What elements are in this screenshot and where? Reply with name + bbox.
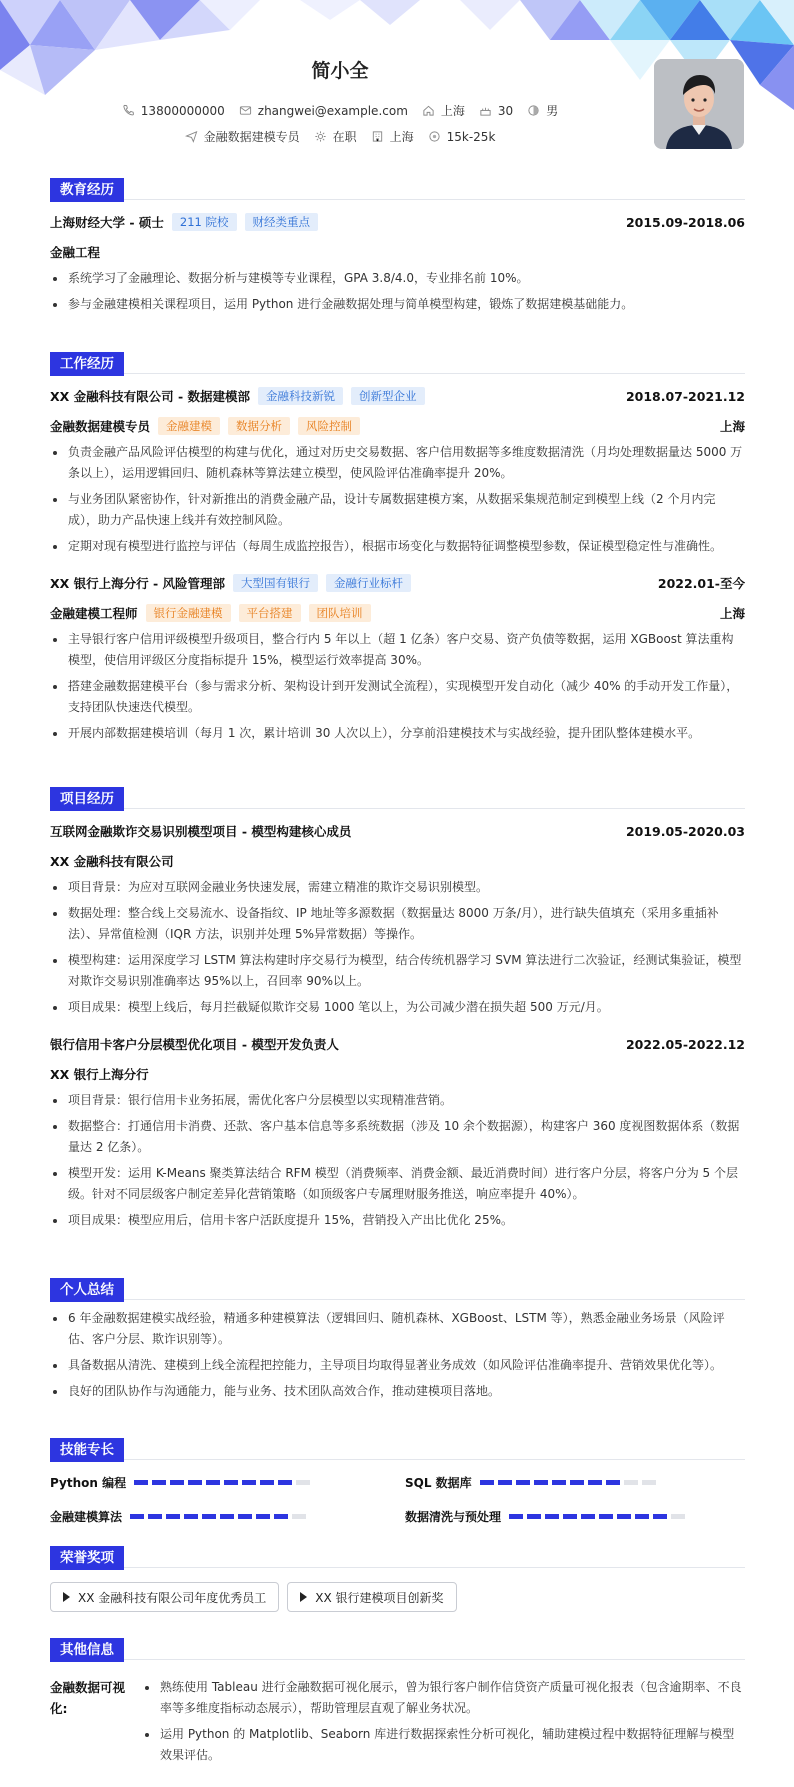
list-item: 项目成果：模型应用后，信用卡客户活跃度提升 15%，营销投入产出比优化 25%。 [50, 1210, 745, 1231]
skill-level-segment [130, 1514, 144, 1519]
project-date: 2019.05-2020.03 [625, 823, 745, 839]
section-title: 技能专长 [50, 1438, 124, 1462]
skill-level-bar [509, 1514, 685, 1519]
award-item [287, 1582, 456, 1612]
project-date: 2022.05-2022.12 [625, 1036, 745, 1052]
skill-level-segment [238, 1514, 252, 1519]
skill-level-segment [588, 1480, 602, 1485]
position-info [185, 128, 300, 145]
section-header [50, 1436, 745, 1460]
project-entry-header [50, 821, 745, 841]
skill-level-segment [256, 1514, 270, 1519]
skill-level-segment [170, 1480, 184, 1485]
list-item: 模型开发：运用 K-Means 聚类算法结合 RFM 模型（消费频率、消费金额、最近消费时间）进行客户分层，将客户分为 5 个层级。针对不同层级客户制定差异化营销策略（如顶级客户专属理财服务推送，响应率提升 40%）。 [50, 1163, 745, 1205]
gender-text: 男 [546, 104, 559, 118]
other-label: 金融数据可视化: [50, 1680, 126, 1716]
work-section [50, 350, 745, 744]
company-tag: 金融行业标杆 [326, 574, 411, 592]
section-title: 荣誉奖项 [50, 1546, 124, 1570]
list-item: 具备数据从清洗、建模到上线全流程把控能力，主导项目均取得显著业务成效（如风险评估准确率提升、营销效果优化等）。 [50, 1355, 745, 1376]
workplace-text: 上海 [389, 130, 414, 144]
list-item: 开展内部数据建模培训（每月 1 次，累计培训 30 人次以上），分享前沿建模技术与实战经验，提升团队整体建模水平。 [50, 723, 745, 744]
building-icon [371, 130, 384, 143]
awards-section [50, 1544, 745, 1612]
section-title: 工作经历 [50, 352, 124, 376]
education-section [50, 176, 745, 315]
phone-icon [122, 104, 135, 117]
list-item: 模型构建：运用深度学习 LSTM 算法构建时序交易行为模型，结合传统机器学习 SVM 算法进行二次验证，经测试集验证，模型对欺诈交易识别准确率达 95%以上，召回率 90%以上。 [50, 950, 745, 992]
skill-level-segment [188, 1480, 202, 1485]
skill-level-segment [206, 1480, 220, 1485]
skills-grid [50, 1473, 745, 1525]
award-name: XX 银行建模项目创新奖 [315, 1590, 444, 1605]
role-row [50, 603, 745, 623]
skill-level-segment [278, 1480, 292, 1485]
work-entry-header [50, 386, 745, 406]
skill-level-segment [148, 1514, 162, 1519]
role-title: 金融建模工程师 [50, 606, 138, 621]
skill-level-segment [292, 1514, 306, 1519]
play-icon [300, 1592, 307, 1602]
city-text: 上海 [440, 104, 465, 118]
mail-icon [239, 104, 252, 117]
awards-list [50, 1582, 745, 1612]
skill-level-segment [653, 1514, 667, 1519]
skill-level-bar [130, 1514, 306, 1519]
work-date: 2022.01-至今 [657, 576, 745, 591]
list-item: 系统学习了金融理论、数据分析与建模等专业课程，GPA 3.8/4.0，专业排名前 10%。 [50, 268, 745, 289]
job-row [0, 128, 680, 145]
skill-level-segment [498, 1480, 512, 1485]
list-item: 运用 Python 的 Matplotlib、Seaborn 库进行数据探索性分析可视化，辅助建模过程中数据特征理解与模型效果评估。 [142, 1724, 745, 1766]
work-bullets [50, 629, 745, 744]
skill-level-segment [642, 1480, 656, 1485]
skill-level-segment [570, 1480, 584, 1485]
skill-level-segment [152, 1480, 166, 1485]
company-name: XX 金融科技有限公司 - 数据建模部 [50, 389, 251, 404]
list-item: 项目成果：模型上线后，每月拦截疑似欺诈交易 1000 笔以上，为公司减少潜在损失超 500 万元/月。 [50, 997, 745, 1018]
section-header [50, 785, 745, 809]
position-text: 金融数据建模专员 [203, 130, 300, 144]
skill-level-segment [671, 1514, 685, 1519]
age-info [479, 104, 513, 118]
school-tag: 211 院校 [172, 213, 237, 231]
project-company-row [50, 851, 745, 871]
projects-section [50, 785, 745, 1231]
work-location: 上海 [719, 606, 745, 621]
school-name: 上海财经大学 - 硕士 [50, 215, 164, 230]
skill-level-segment [242, 1480, 256, 1485]
company-name: XX 银行上海分行 - 风险管理部 [50, 576, 226, 591]
gender-info [527, 102, 558, 119]
skill-level-segment [480, 1480, 494, 1485]
section-header [50, 1544, 745, 1568]
send-icon [185, 130, 198, 143]
age-text: 30 [497, 103, 514, 118]
major: 金融工程 [50, 245, 101, 260]
list-item: 数据处理：整合线上交易流水、设备指纹、IP 地址等多源数据（数据量达 8000 万条/月），进行缺失值填充（采用多重插补法）、异常值检测（IQR 方法，识别并处理 5%异常数据）等操作。 [50, 903, 745, 945]
section-title: 其他信息 [50, 1638, 124, 1662]
project-entry-header [50, 1034, 745, 1054]
salary-text: 15k-25k [446, 129, 496, 144]
summary-bullets [50, 1308, 745, 1402]
role-tag: 风险控制 [298, 417, 360, 435]
skill-level-segment [552, 1480, 566, 1485]
company-tag: 大型国有银行 [233, 574, 318, 592]
project-bullets [50, 1090, 745, 1231]
summary-section [50, 1276, 745, 1402]
section-title: 项目经历 [50, 787, 124, 811]
role-tag: 银行金融建模 [146, 604, 231, 622]
role-tag: 金融建模 [158, 417, 220, 435]
skill-level-segment [563, 1514, 577, 1519]
list-item: 搭建金融数据建模平台（参与需求分析、架构设计到开发测试全流程），实现模型开发自动化（减少 40% 的手动开发工作量），支持团队快速迭代模型。 [50, 676, 745, 718]
list-item: 数据整合：打通信用卡消费、还款、客户基本信息等多系统数据（涉及 10 余个数据源），构建客户 360 度视图数据体系（数据量达 2 亿条）。 [50, 1116, 745, 1158]
award-item [50, 1582, 279, 1612]
status-info [314, 128, 357, 145]
cake-icon [479, 104, 492, 117]
list-item: 定期对现有模型进行监控与评估（每周生成监控报告），根据市场变化与数据特征调整模型参数，保证模型稳定性与准确性。 [50, 536, 745, 557]
salary-icon [428, 130, 441, 143]
skill-level-segment [527, 1514, 541, 1519]
phone-info [122, 104, 225, 118]
skill-level-bar [134, 1480, 310, 1485]
phone-text: 13800000000 [140, 103, 225, 118]
skill-level-segment [296, 1480, 310, 1485]
work-location: 上海 [719, 419, 745, 434]
skill-item [405, 1507, 745, 1525]
skill-item [50, 1473, 405, 1491]
list-item: 项目背景：为应对互联网金融业务快速发展，需建立精准的欺诈交易识别模型。 [50, 877, 745, 898]
list-item: 主导银行客户信用评级模型升级项目，整合行内 5 年以上（超 1 亿条）客户交易、资产负债等数据，运用 XGBoost 算法重构模型，使信用评级区分度指标提升 15%，模型运行效率提高 30%。 [50, 629, 745, 671]
skill-level-segment [274, 1514, 288, 1519]
education-bullets [50, 268, 745, 315]
section-header [50, 1636, 745, 1660]
portrait-image [654, 59, 744, 149]
work-entry-header [50, 573, 745, 593]
skill-level-segment [545, 1514, 559, 1519]
list-item: 6 年金融数据建模实战经验，精通多种建模算法（逻辑回归、随机森林、XGBoost、LSTM 等），熟悉金融业务场景（风险评估、客户分层、欺诈识别等）。 [50, 1308, 745, 1350]
award-name: XX 金融科技有限公司年度优秀员工 [78, 1590, 267, 1605]
list-item: 参与金融建模相关课程项目，运用 Python 进行金融数据处理与简单模型构建，锻炼了数据建模基础能力。 [50, 294, 745, 315]
skill-level-segment [606, 1480, 620, 1485]
email-info [239, 104, 408, 118]
skill-name: SQL 数据库 [405, 1475, 472, 1490]
company-tag: 金融科技新锐 [258, 387, 343, 405]
skill-level-segment [516, 1480, 530, 1485]
workplace-info [371, 128, 414, 145]
role-title: 金融数据建模专员 [50, 419, 151, 434]
list-item: 良好的团队协作与沟通能力，能与业务、技术团队高效合作，推动建模项目落地。 [50, 1381, 745, 1402]
skill-level-segment [184, 1514, 198, 1519]
section-header [50, 176, 745, 200]
section-title: 教育经历 [50, 178, 124, 202]
skill-level-segment [624, 1480, 638, 1485]
skill-level-segment [166, 1514, 180, 1519]
company-tag: 创新型企业 [351, 387, 425, 405]
gender-icon [527, 104, 540, 117]
contact-row [0, 102, 680, 119]
skill-level-segment [534, 1480, 548, 1485]
skill-level-segment [224, 1480, 238, 1485]
list-item: 与业务团队紧密协作，针对新推出的消费金融产品，设计专属数据建模方案，从数据采集规范制定到模型上线（2 个月内完成），助力产品快速上线并有效控制风险。 [50, 489, 745, 531]
skill-item [405, 1473, 745, 1491]
list-item: 项目背景：银行信用卡业务拓展，需优化客户分层模型以实现精准营销。 [50, 1090, 745, 1111]
role-tag: 平台搭建 [239, 604, 301, 622]
section-header [50, 350, 745, 374]
project-title: 银行信用卡客户分层模型优化项目 - 模型开发负责人 [50, 1037, 339, 1052]
skill-level-bar [480, 1480, 656, 1485]
skill-level-segment [134, 1480, 148, 1485]
skill-level-segment [581, 1514, 595, 1519]
role-tag: 团队培训 [309, 604, 371, 622]
skill-level-segment [220, 1514, 234, 1519]
skill-name: 金融建模算法 [50, 1509, 123, 1524]
skill-level-segment [202, 1514, 216, 1519]
avatar [654, 59, 744, 149]
skill-level-segment [599, 1514, 613, 1519]
skill-level-segment [509, 1514, 523, 1519]
skill-level-segment [617, 1514, 631, 1519]
play-icon [63, 1592, 70, 1602]
role-tag: 数据分析 [228, 417, 290, 435]
project-company: XX 金融科技有限公司 [50, 854, 174, 869]
salary-info [428, 130, 496, 144]
project-company-row [50, 1064, 745, 1084]
skill-item [50, 1507, 405, 1525]
home-icon [422, 104, 435, 117]
skill-level-segment [260, 1480, 274, 1485]
other-entry [50, 1672, 745, 1766]
education-date: 2015.09-2018.06 [625, 214, 745, 230]
project-title: 互联网金融欺诈交易识别模型项目 - 模型构建核心成员 [50, 824, 352, 839]
role-row [50, 416, 745, 436]
skill-level-segment [635, 1514, 649, 1519]
skills-section [50, 1436, 745, 1525]
school-tag: 财经类重点 [245, 213, 319, 231]
skill-name: Python 编程 [50, 1475, 127, 1490]
candidate-name: 简小全 [311, 60, 369, 82]
skill-name: 数据清洗与预处理 [405, 1509, 502, 1524]
project-bullets [50, 877, 745, 1018]
major-row [50, 242, 745, 262]
work-date: 2018.07-2021.12 [625, 388, 745, 404]
list-item: 负责金融产品风险评估模型的构建与优化，通过对历史交易数据、客户信用数据等多维度数据清洗（月均处理数据量达 5000 万条以上），运用逻辑回归、随机森林等算法建立模型，使风险评估准确率提升 20%。 [50, 442, 745, 484]
work-bullets [50, 442, 745, 557]
education-entry-header [50, 212, 745, 232]
list-item: 熟练使用 Tableau 进行金融数据可视化展示，曾为银行客户制作信贷资产质量可视化报表（包含逾期率、不良率等多维度指标动态展示），帮助管理层直观了解业务状况。 [142, 1677, 745, 1719]
section-title: 个人总结 [50, 1278, 124, 1302]
status-text: 在职 [332, 130, 357, 144]
other-section [50, 1636, 745, 1766]
status-icon [314, 130, 327, 143]
email-text: zhangwei@example.com [257, 103, 408, 118]
section-header [50, 1276, 745, 1300]
project-company: XX 银行上海分行 [50, 1067, 149, 1082]
other-bullets [142, 1672, 745, 1766]
city-info [422, 102, 465, 119]
